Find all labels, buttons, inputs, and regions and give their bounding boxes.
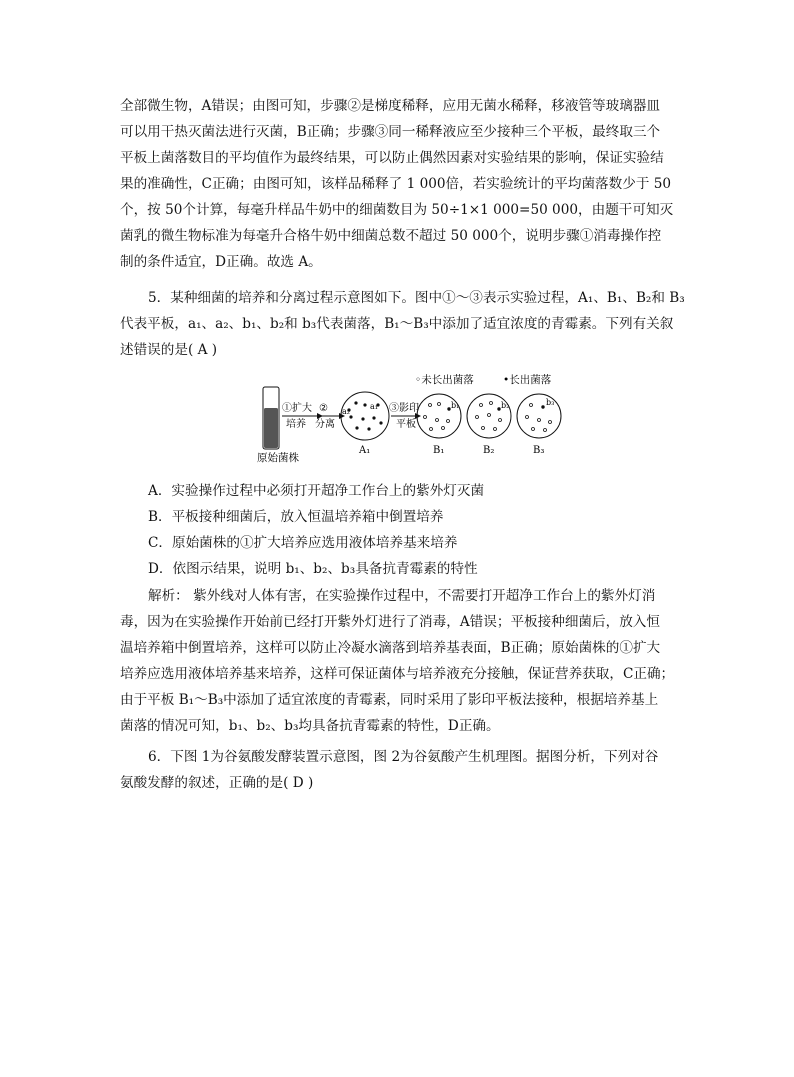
plate-label: B₁ [433,445,445,456]
colony-b1-label: b₁ [451,401,460,410]
analysis-line: 温培养箱中倒置培养，这样可以防止冷凝水滴落到培养基表面，B正确；原始菌株的①扩大 [120,640,661,656]
option-b: B．平板接种细菌后，放入恒温培养箱中倒置培养 [148,509,444,525]
test-tube [263,387,279,449]
question-stem-line: 述错误的是( A ) [120,342,218,358]
question-stem-line: 6．下图 1为谷氨酸发酵装置示意图，图 2为谷氨酸产生机理图。据图分析，下列对谷 [148,749,659,765]
plate-a1 [341,392,389,440]
analysis-line: 菌落的情况可知，b₁、b₂、b₃均具备抗青霉素的特性，D正确。 [120,718,500,734]
option-a: A．实验操作过程中必须打开超净工作台上的紫外灯灭菌 [148,483,485,499]
text-line: 平板上菌落数目的平均值作为最终结果，可以防止偶然因素对实验结果的影响，保证实验结 [120,150,664,166]
plate-label: B₂ [483,445,495,456]
text-line: 果的准确性，C正确；由图可知，该样品稀释了 1 000倍，若实验统计的平均菌落数少于 50 [120,176,672,192]
analysis-line: 毒，因为在实验操作开始前已经打开紫外灯进行了消毒，A错误；平板接种细菌后，放入恒 [120,614,660,630]
no-colony-marks-b2 [476,402,502,431]
text-line: 制的条件适宜，D正确。故选 A。 [120,254,322,270]
colony-b3 [541,405,544,408]
text-line: 全部微生物，A错误；由图可知，步骤②是梯度稀释，应用无菌水稀释，移液管等玻璃器皿 [120,98,660,114]
analysis-line: 培养应选用液体培养基来培养，这样可保证菌体与培养液充分接触，保证营养获取，C正确； [120,666,675,682]
text-line: 个，按 50个计算，每毫升样品牛奶中的细菌数目为 50÷1×1 000=50 000，由题干可知灭 [120,202,674,218]
step2-label: ② [319,403,328,414]
no-colony-marks-b1 [424,403,450,431]
no-colony-marks-b3 [526,404,552,432]
bacteria-culture-figure [255,365,575,465]
question-stem-line: 氨酸发酵的叙述，正确的是( D ) [120,775,314,791]
colony-b3-label: b₃ [546,398,555,407]
legend-colony: •长出菌落 [503,374,552,386]
colony-a1-label: a₁ [370,402,378,411]
option-d: D．依图示结果，说明 b₁、b₂、b₃具备抗青霉素的特性 [148,561,478,577]
legend-no-colony: ◦未长出菌落 [415,374,474,386]
option-c: C．原始菌株的①扩大培养应选用液体培养基来培养 [148,535,458,551]
step3-label: ③影印 [389,403,419,414]
step2-label: 分离 [315,419,335,430]
text-line: 可以用干热灭菌法进行灭菌，B正确；步骤③同一稀释液应至少接种三个平板，最终取三个 [120,124,661,140]
question-stem-line: 代表平板，a₁、a₂、b₁、b₂和 b₃代表菌落，B₁～B₃中添加了适宜浓度的青霉素。下列有关叙 [120,316,674,332]
step3-label: 平板 [396,419,416,430]
step1-label: 培养 [286,419,306,430]
colony-a2-label: a₂ [342,407,350,416]
plate-b3 [517,394,561,438]
analysis-line: 由于平板 B₁～B₃中添加了适宜浓度的青霉素，同时采用了影印平板法接种，根据培养基上 [120,692,659,708]
plate-label: B₃ [533,445,545,456]
plate-label: A₁ [359,445,371,456]
step1-label: ①扩大 [282,403,312,414]
tube-label: 原始菌株 [257,452,299,464]
analysis-line: 解析： 紫外线对人体有害，在实验操作过程中，不需要打开超净工作台上的紫外灯消 [148,588,656,604]
text-line: 菌乳的微生物标准为每毫升合格牛奶中细菌总数不超过 50 000个，说明步骤①消毒操作控 [120,228,662,244]
colony-b2-label: b₂ [501,401,510,410]
question-stem-line: 5．某种细菌的培养和分离过程示意图如下。图中①～③表示实验过程，A₁、B₁、B₂和 B₃ [148,290,685,306]
